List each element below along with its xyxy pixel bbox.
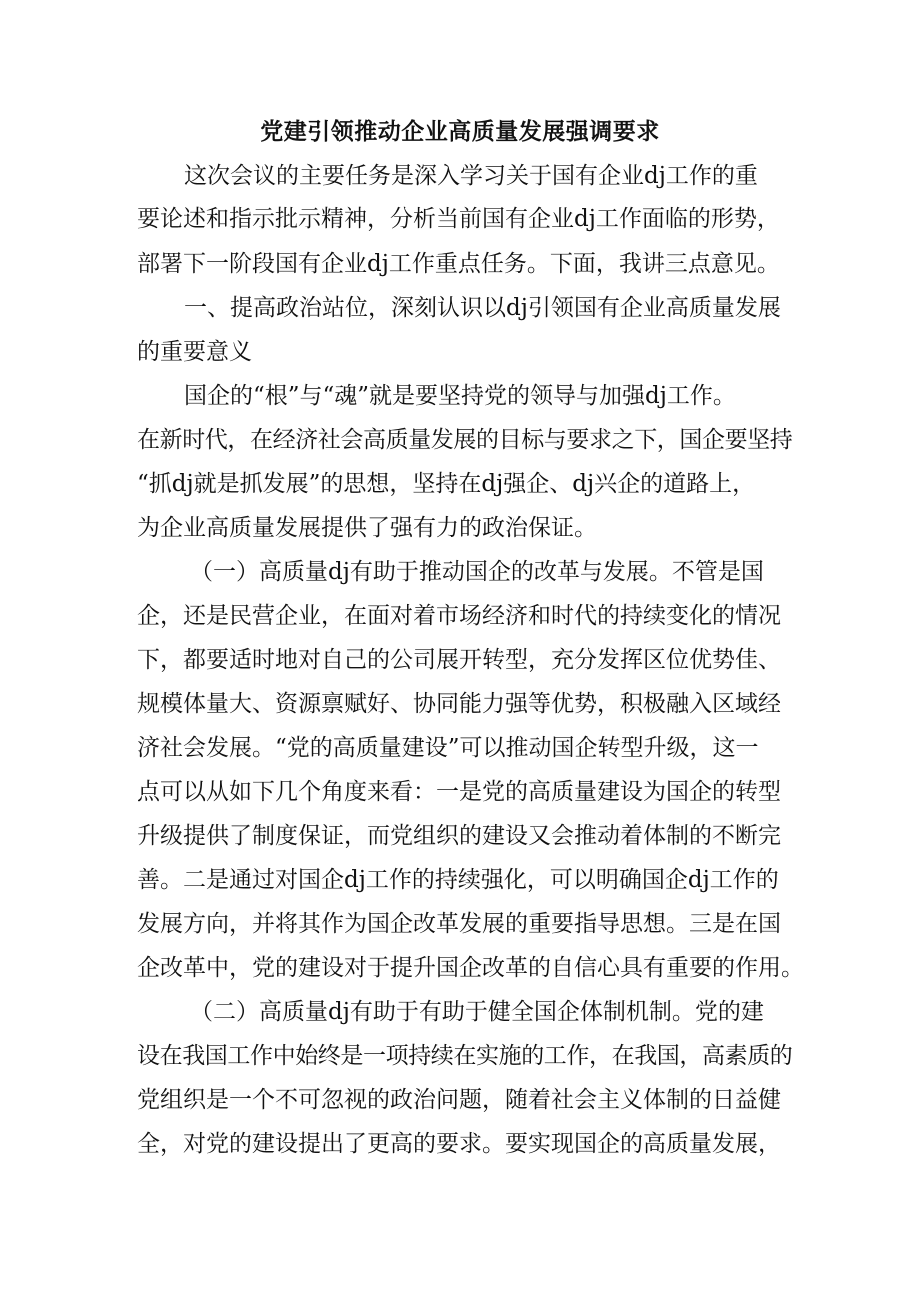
body-line: 企，还是民营企业，在面对着市场经济和时代的持续变化的情况	[137, 603, 781, 629]
document-title: 党建引领推动企业高质量发展强调要求	[260, 118, 660, 145]
body-line: 济社会发展。“党的高质量建设”可以推动国企转型升级，这一	[137, 735, 759, 761]
body-line: 为企业高质量发展提供了强有力的政治保证。	[137, 515, 597, 541]
subsection-line: （二）高质量dj有助于有助于健全国企体制机制。党的建	[190, 999, 764, 1025]
body-line: 下，都要适时地对自己的公司展开转型，充分发挥区位优势佳、	[137, 647, 781, 673]
body-line: 党组织是一个不可忽视的政治问题，随着社会主义体制的日益健	[137, 1087, 781, 1113]
body-line: 全，对党的建设提出了更高的要求。要实现国企的高质量发展，	[137, 1131, 781, 1157]
body-line: 发展方向，并将其作为国企改革发展的重要指导思想。三是在国	[137, 911, 781, 937]
body-line: 在新时代，在经济社会高质量发展的目标与要求之下，国企要坚持	[137, 427, 793, 453]
body-line: 这次会议的主要任务是深入学习关于国有企业dj工作的重	[184, 163, 758, 189]
section-heading-line: 的重要意义	[137, 339, 252, 365]
body-line: 要论述和指示批示精神，分析当前国有企业dj工作面临的形势，	[137, 206, 780, 232]
body-line: “抓dj就是抓发展”的思想，坚持在dj强企、dj兴企的道路上，	[137, 471, 756, 497]
body-line: 设在我国工作中始终是一项持续在实施的工作，在我国，高素质的	[137, 1043, 793, 1069]
body-line: 升级提供了制度保证，而党组织的建设又会推动着体制的不断完	[137, 823, 781, 849]
subsection-line: （一）高质量dj有助于推动国企的改革与发展。不管是国	[190, 559, 764, 585]
body-line: 点可以从如下几个角度来看：一是党的高质量建设为国企的转型	[137, 779, 781, 805]
body-line: 部署下一阶段国有企业dj工作重点任务。下面，我讲三点意见。	[137, 251, 780, 277]
body-line: 规模体量大、资源禀赋好、协同能力强等优势，积极融入区域经	[137, 691, 781, 717]
body-line: 企改革中，党的建设对于提升国企改革的自信心具有重要的作用。	[137, 955, 804, 981]
section-heading-line: 一、提高政治站位，深刻认识以dj引领国有企业高质量发展	[184, 295, 781, 321]
body-line: 善。二是通过对国企dj工作的持续强化，可以明确国企dj工作的	[137, 867, 779, 893]
body-line: 国企的“根”与“魂”就是要坚持党的领导与加强dj工作。	[184, 383, 736, 409]
